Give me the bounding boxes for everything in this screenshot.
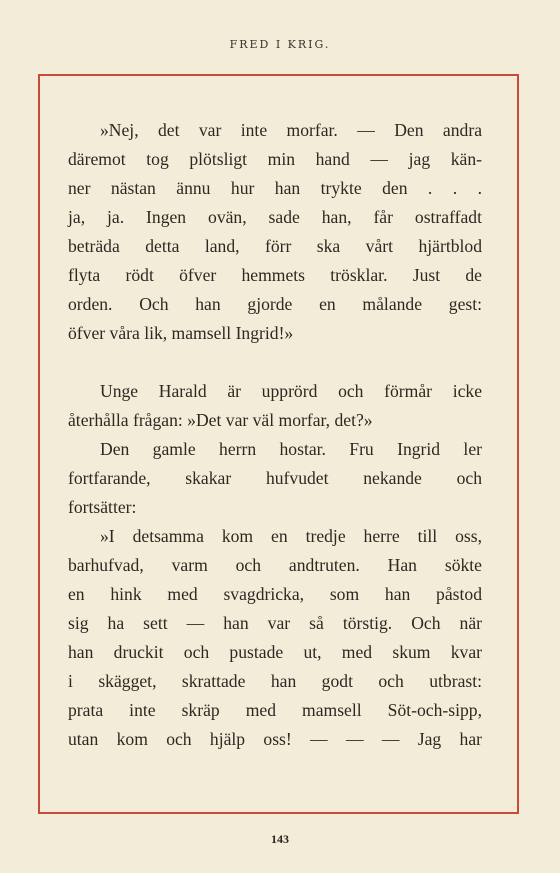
text-line: han druckit och pustade ut, med skum kvar: [68, 642, 482, 662]
text-line: Unge Harald är upprörd och förmår icke: [100, 381, 482, 401]
section-gap: [68, 348, 482, 377]
text-line: beträda detta land, förr ska vårt hjärtblod: [68, 236, 482, 256]
text-line: fortsätter:: [68, 497, 137, 517]
text-line: utan kom och hjälp oss! — — — Jag har: [68, 729, 482, 749]
text-line: Den gamle herrn hostar. Fru Ingrid ler: [100, 439, 482, 459]
running-head: FRED I KRIG.: [229, 38, 331, 51]
text-line: en hink med svagdricka, som han påstod: [68, 584, 482, 604]
text-line: prata inte skräp med mamsell Söt-och-sipp,: [68, 700, 482, 720]
text-line: orden. Och han gjorde en målande gest:: [68, 294, 482, 314]
page-number: 143: [271, 832, 289, 846]
text-line: öfver våra lik, mamsell Ingrid!»: [68, 323, 294, 343]
text-line: »Nej, det var inte morfar. — Den andra: [100, 120, 482, 140]
text-line: fortfarande, skakar hufvudet nekande och: [68, 468, 482, 488]
text-line: sig ha sett — han var så törstig. Och när: [68, 613, 482, 633]
text-line: ja, ja. Ingen ovän, sade han, får ostraffadt: [68, 207, 482, 227]
text-line: i skägget, skrattade han godt och utbrast:: [68, 671, 482, 691]
body-text: [68, 116, 482, 754]
text-line: ner nästan ännu hur han trykte den . . .: [68, 178, 482, 198]
text-line: »I detsamma kom en tredje herre till oss,: [100, 526, 482, 546]
text-line: återhålla frågan: »Det var väl morfar, det?»: [68, 410, 373, 430]
text-line: däremot tog plötsligt min hand — jag kän-: [68, 149, 482, 169]
text-line: barhufvad, varm och andtruten. Han sökte: [68, 555, 482, 575]
text-line: flyta rödt öfver hemmets trösklar. Just de: [68, 265, 482, 285]
